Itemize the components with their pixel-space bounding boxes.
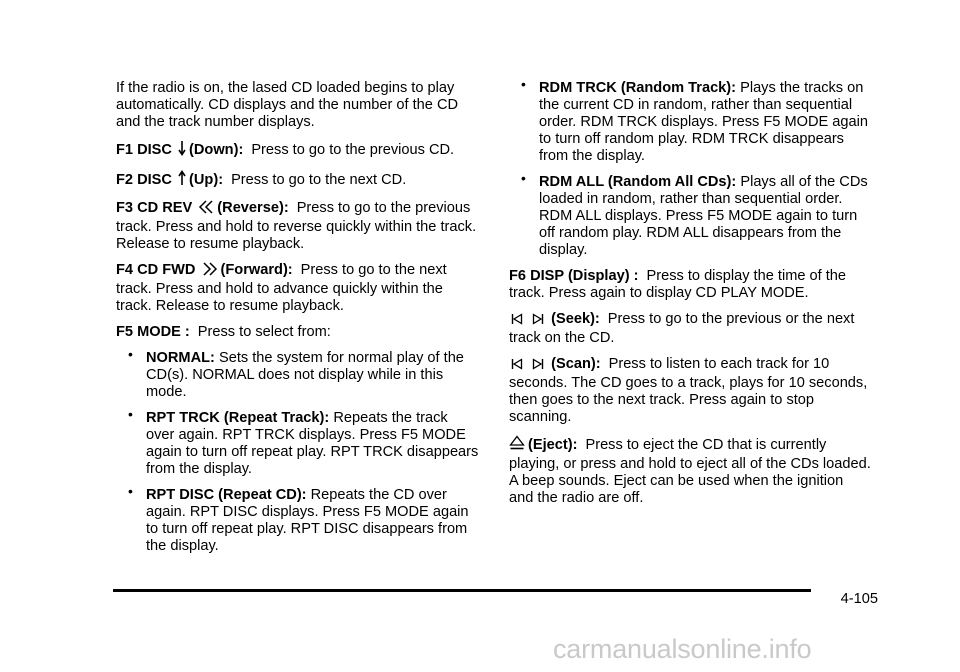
bullet-term: RDM TRCK (Random Track): — [539, 80, 737, 96]
bullet-term: RPT TRCK (Repeat Track): — [146, 410, 330, 426]
f2-term-prefix: F2 DISC — [116, 172, 172, 188]
bullet-icon: • — [521, 76, 526, 92]
f6-disp-entry — [509, 268, 871, 302]
f4-cd-fwd-entry — [116, 262, 480, 315]
watermark: carmanualsonline.info — [553, 634, 812, 664]
page-number: 4-105 — [840, 591, 878, 607]
seek-back-icon — [511, 313, 523, 330]
seek-term: (Seek): — [551, 311, 600, 327]
f1-description: Press to go to the previous CD. — [251, 142, 455, 158]
list-item-rpt-disc — [116, 483, 480, 555]
f5-description: Press to select from: — [197, 324, 331, 340]
bullet-icon: • — [128, 406, 133, 422]
eject-entry — [509, 435, 871, 507]
right-column — [509, 76, 871, 516]
seek-description: Press to go to the previous or the next track on the CD. — [509, 311, 855, 346]
f3-term-prefix: F3 CD REV — [116, 200, 193, 216]
f4-description: Press to go to the next track. Press and hold to advance quickly within the track. Release to resume playback. — [116, 262, 447, 314]
bullet-icon: • — [128, 483, 133, 499]
bullet-term: RPT DISC (Repeat CD): — [146, 487, 307, 503]
list-item-rdm-all — [509, 170, 871, 259]
f4-term-prefix: F4 CD FWD — [116, 262, 196, 278]
double-chevron-right-icon — [202, 262, 218, 281]
bullet-term: RDM ALL (Random All CDs): — [539, 174, 737, 190]
list-item-normal — [116, 346, 480, 401]
bullet-description: Sets the system for normal play of the CD(s). NORMAL does not display while in this mode. — [146, 350, 464, 400]
intro-paragraph: If the radio is on, the lased CD loaded begins to play automatically. CD displays and the number of the CD and the track number displays. — [116, 80, 459, 130]
footer-rule — [113, 589, 811, 592]
eject-description: Press to eject the CD that is currently playing, or press and hold to eject all of the CDs loaded. A beep sounds. Eject can be used when the ignition and the radio are off. — [509, 437, 871, 506]
f3-term-suffix: (Reverse): — [217, 200, 289, 216]
double-chevron-left-icon — [198, 200, 214, 219]
bullet-description: Plays all of the CDs loaded in random, rather than sequential order. RDM ALL displays. Press F5 MODE again to turn off random play. RDM ALL disappears from the display. — [539, 174, 868, 258]
bullet-description: Repeats the track over again. RPT TRCK displays. Press F5 MODE again to turn off repeat play. RPT TRCK disappears from the display. — [146, 410, 479, 477]
f4-term-suffix: (Forward): — [220, 262, 293, 278]
up-arrow-icon — [178, 170, 186, 191]
left-column — [116, 80, 480, 564]
f2-disc-entry — [116, 170, 480, 191]
f5-mode-entry — [116, 324, 480, 341]
seek-forward-icon — [532, 358, 544, 375]
scan-description: Press to listen to each track for 10 seconds. The CD goes to a track, plays for 10 seconds, then goes to the next track. Press again to stop scanning. — [509, 356, 868, 425]
down-arrow-icon — [178, 140, 186, 161]
list-item-rdm-trck — [509, 76, 871, 165]
f5-term: F5 MODE : — [116, 324, 190, 340]
bullet-term: NORMAL: — [146, 350, 215, 366]
seek-forward-icon — [532, 313, 544, 330]
seek-back-icon — [511, 358, 523, 375]
scan-term: (Scan): — [551, 356, 601, 372]
f3-description: Press to go to the previous track. Press and hold to reverse quickly within the track. Release to resume playback. — [116, 200, 477, 252]
f2-term-suffix: (Up): — [189, 172, 224, 188]
bullet-description: Plays the tracks on the current CD in random, rather than sequential order. RDM TRCK displays. Press F5 MODE again to turn off random play. RDM TRCK disappears from the display. — [539, 80, 869, 164]
eject-term: (Eject): — [528, 437, 578, 453]
f6-term: F6 DISP (Display) : — [509, 268, 639, 284]
scan-entry — [509, 356, 871, 426]
bullet-icon: • — [128, 346, 133, 362]
f1-term-prefix: F1 DISC — [116, 142, 172, 158]
seek-entry — [509, 311, 871, 347]
f6-description: Press to display the time of the track. Press again to display CD PLAY MODE. — [509, 268, 847, 301]
list-item-rpt-trck — [116, 406, 480, 478]
f3-cd-rev-entry — [116, 200, 480, 253]
f1-term-suffix: (Down): — [189, 142, 244, 158]
bullet-icon: • — [521, 170, 526, 186]
bullet-description: Repeats the CD over again. RPT DISC displays. Press F5 MODE again to turn off repeat play. RPT DISC disappears from the display. — [146, 487, 469, 554]
f1-disc-entry — [116, 140, 480, 161]
eject-icon — [509, 435, 525, 456]
f2-description: Press to go to the next CD. — [231, 172, 407, 188]
